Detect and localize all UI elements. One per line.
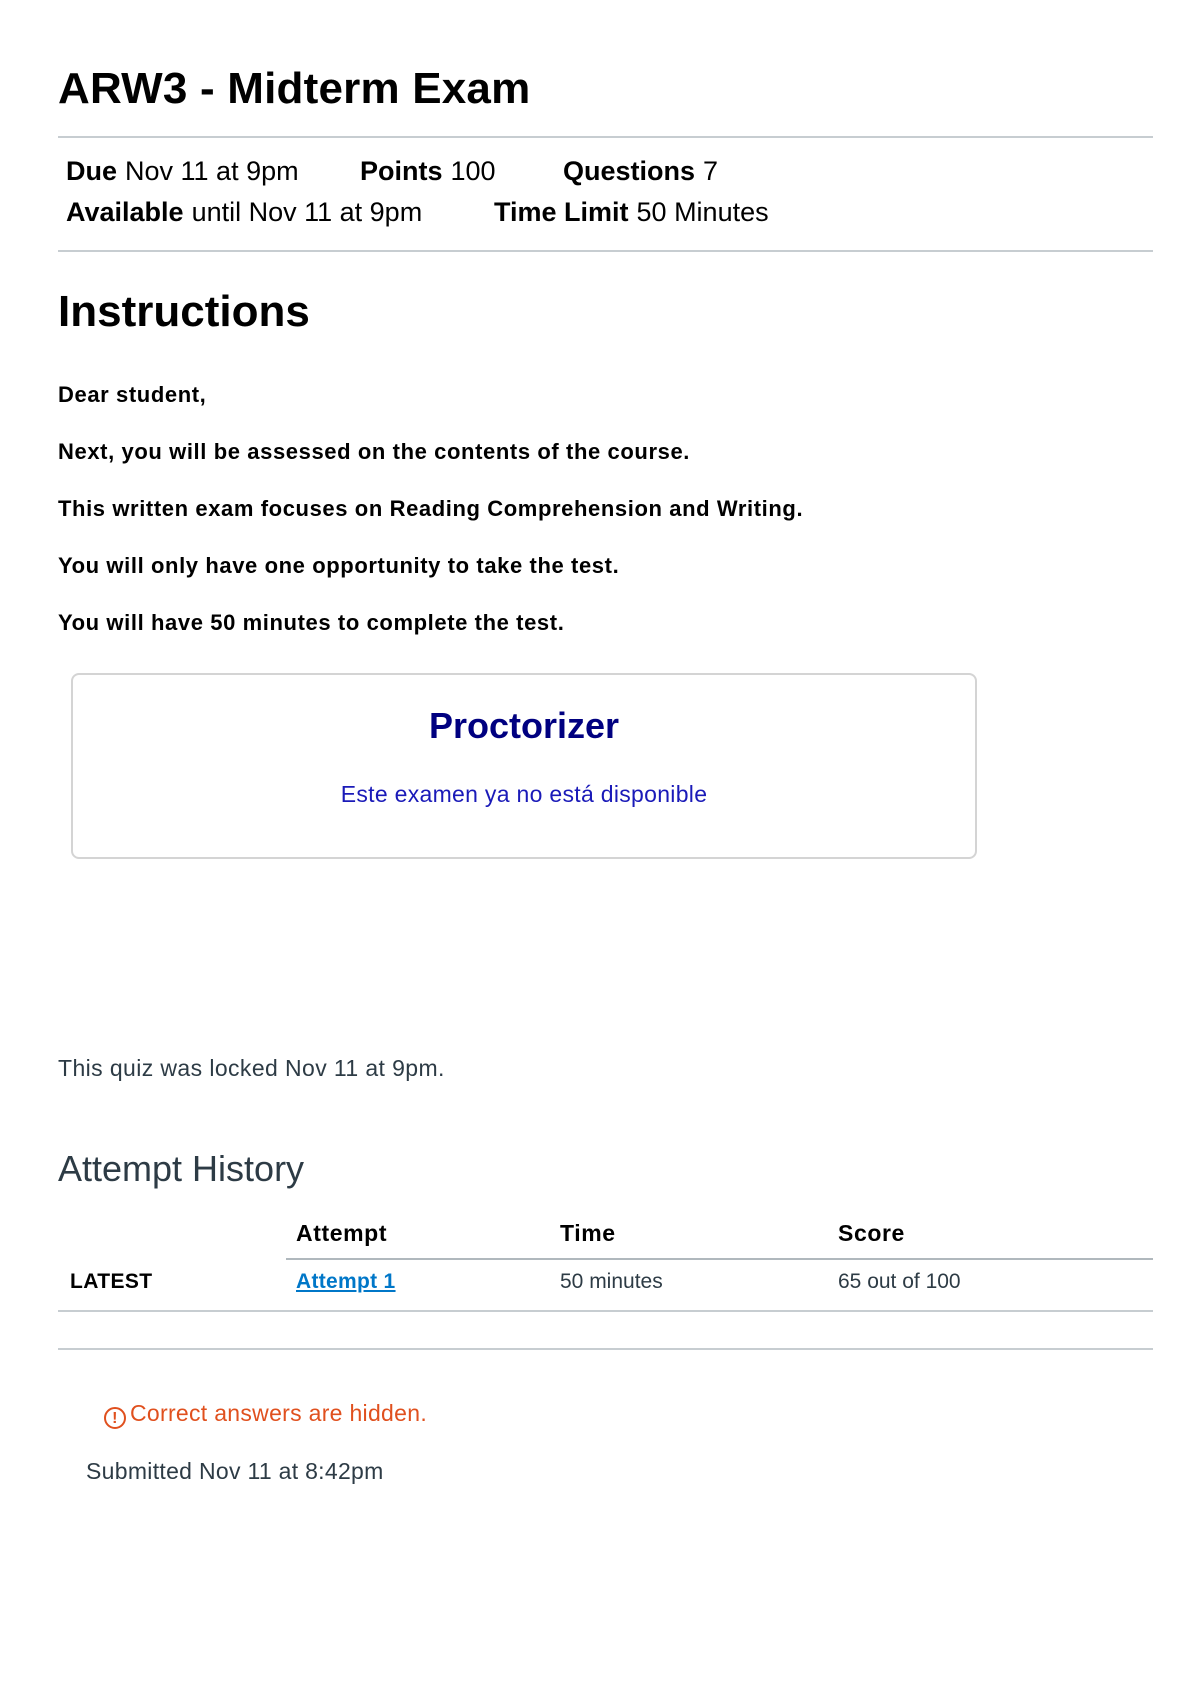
answers-hidden-text: Correct answers are hidden.	[130, 1400, 428, 1426]
proctorizer-message: Este examen ya no está disponible	[340, 781, 708, 807]
attempt-1-link[interactable]: Attempt 1	[296, 1270, 396, 1293]
quiz-locked-notice: This quiz was locked Nov 11 at 9pm.	[58, 1055, 445, 1081]
column-header-score: Score	[838, 1220, 905, 1246]
time-limit-meta	[494, 197, 769, 228]
instruction-line: You will have 50 minutes to complete the test.	[58, 610, 565, 635]
available-label: Available	[66, 197, 184, 227]
time-limit-value: 50 Minutes	[636, 197, 769, 227]
proctorizer-title: Proctorizer	[428, 705, 620, 746]
submitted-timestamp: Submitted Nov 11 at 8:42pm	[86, 1458, 384, 1484]
column-header-time: Time	[560, 1220, 616, 1246]
available-meta	[66, 197, 494, 228]
instruction-line: This written exam focuses on Reading Comprehension and Writing.	[58, 496, 804, 521]
points-label: Points	[360, 156, 443, 186]
instruction-line: You will only have one opportunity to take the test.	[58, 553, 620, 578]
exclamation-circle-icon: !	[104, 1407, 126, 1429]
points-value: 100	[450, 156, 496, 186]
row-divider	[58, 1310, 1153, 1312]
due-value: Nov 11 at 9pm	[125, 156, 299, 186]
divider	[58, 250, 1153, 252]
divider	[58, 1348, 1153, 1350]
questions-value: 7	[703, 156, 719, 186]
quiz-meta-row-1	[66, 156, 718, 187]
instructions-heading: Instructions	[58, 287, 310, 336]
questions-label: Questions	[563, 156, 696, 186]
attempt-time: 50 minutes	[560, 1270, 663, 1293]
instruction-line: Next, you will be assessed on the contents of the course.	[58, 439, 691, 464]
instruction-line: Dear student,	[58, 382, 207, 407]
time-limit-label: Time Limit	[494, 197, 629, 227]
page-title: ARW3 - Midterm Exam	[58, 64, 531, 113]
divider	[58, 136, 1153, 138]
available-value: until Nov 11 at 9pm	[191, 197, 423, 227]
points-meta	[360, 156, 563, 187]
header-divider	[286, 1258, 1153, 1260]
column-header-attempt: Attempt	[296, 1220, 388, 1246]
quiz-meta-row-2	[66, 197, 769, 228]
questions-meta	[563, 156, 718, 187]
attempt-score: 65 out of 100	[838, 1270, 961, 1293]
due-label: Due	[66, 156, 118, 186]
proctorizer-panel	[71, 673, 977, 859]
attempt-history-heading: Attempt History	[58, 1148, 305, 1189]
answers-hidden-notice	[104, 1400, 427, 1429]
attempt-status: LATEST	[70, 1270, 153, 1293]
due-meta	[66, 156, 360, 187]
